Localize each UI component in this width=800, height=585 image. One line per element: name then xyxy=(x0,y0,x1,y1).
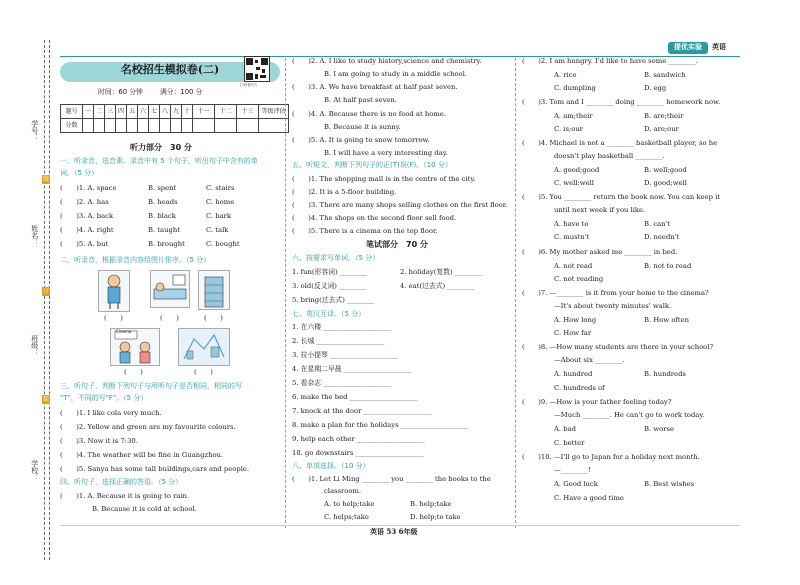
score-header-cell: 一 xyxy=(83,105,94,119)
column-divider xyxy=(285,58,286,528)
school-label: 学校： xyxy=(30,460,39,481)
s7-item: 7. knock at the door ____________________ xyxy=(292,407,432,415)
s5-item: ( )2. It is a 5-floor building. xyxy=(292,188,397,196)
score-table xyxy=(60,104,289,133)
s8-q5-opt: A. have to xyxy=(554,220,589,228)
s8-q5-stem: ( )5. You ________ return the book now. You can keep it xyxy=(522,193,720,201)
score-header-cell: 十一 xyxy=(193,105,215,119)
score-cell[interactable] xyxy=(160,119,171,133)
s8-q1-stem-cont: classroom. xyxy=(324,487,362,495)
s8-q10-opt: B. Best wishes xyxy=(644,480,695,488)
s8-q10-opt: C. Have a good time xyxy=(554,494,624,502)
s8-q6-opt: A. not read xyxy=(554,262,593,270)
s5-item: ( )4. The shops on the second floor sell food. xyxy=(292,214,457,222)
footer-rule xyxy=(60,525,740,526)
s7-item: 10. go downstairs ____________________ xyxy=(292,449,424,457)
s8-q1-opt: B. help;take xyxy=(410,500,452,508)
s8-q7-stem-cont: —It's about twenty minutes' walk. xyxy=(554,302,672,310)
s8-q8-opt: C. hundreds of xyxy=(554,384,605,392)
s1-q5-b: B. brought xyxy=(148,240,185,248)
s8-q3-opt: B. are;their xyxy=(644,112,684,120)
column-divider xyxy=(515,58,516,528)
picture-blank[interactable]: ( ) xyxy=(124,368,143,376)
score-row-label: 分数 xyxy=(61,119,83,133)
subject-label: 英语 xyxy=(712,43,726,51)
s6-item: 3. old(反义词) ________ xyxy=(292,282,367,290)
s8-q1-stem: ( )1. Let Li Ming ________ you ________ the books to the xyxy=(292,475,491,483)
section-1-title: 一、听录音，选音素。录音中有 5 个句子，听出句子中含有的单 xyxy=(60,157,258,165)
picture-bed-icon xyxy=(150,270,190,308)
s6-item: 2. holiday(复数) ________ xyxy=(400,268,482,276)
score-header-cell: 十 xyxy=(182,105,193,119)
s8-q2-opt: A. rice xyxy=(554,71,577,79)
score-header-cell: 四 xyxy=(116,105,127,119)
s1-q3-c: C. bark xyxy=(206,212,232,220)
s8-q8-opt: B. hundreds xyxy=(644,370,686,378)
score-cell[interactable] xyxy=(127,119,138,133)
s8-q7-opt: B. How often xyxy=(644,316,690,324)
student-id-label: 学号： xyxy=(30,120,39,141)
score-cell[interactable] xyxy=(149,119,160,133)
s8-q3-opt: D. are;our xyxy=(644,125,679,133)
s1-q5-c: C. bought xyxy=(206,240,240,248)
s8-q2-opt: D. egg xyxy=(644,84,667,92)
score-header-cell: 五 xyxy=(127,105,138,119)
exam-time: 时间：60 分钟 xyxy=(98,88,143,96)
section-7-title: 七、英汉互译。（5 分） xyxy=(292,310,366,318)
s8-q4-opt: C. well;well xyxy=(554,179,594,187)
s4-q3-b: B. At half past seven. xyxy=(324,96,397,104)
binding-marker: 装 xyxy=(42,396,49,403)
s8-q10-stem: ( )10. —I'll go to Japan for a holiday next month. xyxy=(522,453,700,461)
s8-q5-opt: C. mustn't xyxy=(554,233,590,241)
class-label: 班级： xyxy=(30,335,39,356)
s5-item: ( )1. The shopping mall is in the centre of the city. xyxy=(292,175,476,183)
s5-item: ( )3. There are many shops selling clothes on the first floor. xyxy=(292,201,508,209)
s1-q4-b: B. taught xyxy=(148,226,180,234)
score-header-cell: 二 xyxy=(94,105,105,119)
s3-item: ( )1. I like cola very much. xyxy=(60,409,162,417)
s1-q1-b: B. spent xyxy=(148,184,177,192)
section-1-title-cont: 词。（5 分） xyxy=(60,169,99,177)
s4-q5-b: B. I will have a very interesting day. xyxy=(324,149,448,157)
picture-blank[interactable]: ( ) xyxy=(194,368,213,376)
binding-marker: 订 xyxy=(42,288,49,295)
s7-item: 6. make the bed ____________________ xyxy=(292,393,418,401)
s8-q6-opt: B. not to read xyxy=(644,262,692,270)
s4-q4-a: ( )4. A. Because there is no food at home. xyxy=(292,110,446,118)
s1-q1: ( )1. A. space xyxy=(60,184,117,192)
s8-q1-opt: D. help;to take xyxy=(410,513,461,521)
score-cell[interactable] xyxy=(138,119,149,133)
score-header-cell: 十二 xyxy=(215,105,237,119)
s4-q4-b: B. Because it is sunny. xyxy=(324,123,401,131)
s8-q9-stem: ( )9. —How is your father feeling today? xyxy=(522,398,672,406)
s6-item: 4. eat(过去式) ________ xyxy=(400,282,475,290)
s1-q3-b: B. black xyxy=(148,212,176,220)
picture-blank[interactable]: ( ) xyxy=(160,314,179,322)
s8-q2-stem: ( )2. I am hungry. I'd like to have some ________. xyxy=(522,57,698,65)
s8-q8-stem-cont: —About six ________. xyxy=(554,356,625,364)
s8-q7-opt: C. How far xyxy=(554,329,592,337)
s8-q3-opt: A. am;their xyxy=(554,112,593,120)
score-header-cell: 六 xyxy=(138,105,149,119)
s8-q1-opt: C. helps;take xyxy=(324,513,369,521)
score-header-cell: 七 xyxy=(149,105,160,119)
s8-q1-opt: A. to help;take xyxy=(324,500,375,508)
section-4-title: 四、听句子，选择正确的答语。（5 分） xyxy=(60,478,183,486)
score-header-cell: 等级评估 xyxy=(259,105,289,119)
s8-q7-opt: A. How long xyxy=(554,316,597,324)
s8-q3-opt: C. is;our xyxy=(554,125,583,133)
s4-q1-b: B. Because it is cold at school. xyxy=(92,505,197,513)
score-cell[interactable] xyxy=(259,119,289,133)
picture-blank[interactable]: ( ) xyxy=(104,314,123,322)
score-header-cell: 题号 xyxy=(61,105,83,119)
s6-item: 5. bring(过去式) ________ xyxy=(292,296,375,304)
score-cell[interactable] xyxy=(215,119,237,133)
written-heading: 笔试部分 70 分 xyxy=(366,240,428,249)
s7-item: 8. make a plan for the holidays ____________________ xyxy=(292,421,469,429)
score-cell[interactable] xyxy=(116,119,127,133)
page-number: 英语 53 6年级 xyxy=(370,527,418,536)
s5-item: ( )5. There is a cinema on the top floor. xyxy=(292,227,438,235)
section-3-title-cont: "T"，不同的写"F"。（5 分） xyxy=(60,394,148,402)
s8-q8-stem: ( )8. —How many students are there in your school? xyxy=(522,343,714,351)
binding-line xyxy=(49,40,50,560)
score-cell[interactable] xyxy=(237,119,259,133)
score-cell[interactable] xyxy=(105,119,116,133)
s4-q2-b: B. I am going to study in a middle school. xyxy=(324,70,468,78)
s8-q9-opt: B. worse xyxy=(644,425,674,433)
s8-q9-opt: C. better xyxy=(554,439,585,447)
s8-q4-opt: D. good;well xyxy=(644,179,687,187)
s6-item: 1. fun(形容词) ________ xyxy=(292,268,367,276)
picture-building-icon xyxy=(198,270,230,310)
s1-q2: ( )2. A. has xyxy=(60,198,109,206)
s7-item: 4. 在星期二早晨 ____________________ xyxy=(292,365,412,373)
score-header-cell: 九 xyxy=(171,105,182,119)
s8-q4-stem-cont: doesn't play basketball ________. xyxy=(554,152,665,160)
picture-city-map-icon xyxy=(178,328,230,366)
binding-marker: 线 xyxy=(42,176,49,183)
s4-q3-a: ( )3. A. We have breakfast at half past seven. xyxy=(292,83,458,91)
section-3-title: 三、听句子，判断下列句子与所听句子是否相同，相同的写 xyxy=(60,382,242,390)
s7-item: 3. 拉小提琴 ____________________ xyxy=(292,351,398,359)
s8-q9-stem-cont: —Much ________. He can't go to work today. xyxy=(554,411,705,419)
score-cell[interactable] xyxy=(83,119,94,133)
s7-item: 1. 在六楼 ____________________ xyxy=(292,323,392,331)
s1-q2-c: C. home xyxy=(206,198,235,206)
s3-item: ( )3. Now it is 7:30. xyxy=(60,437,138,445)
page-title: 名校招生模拟卷(二) xyxy=(120,63,220,76)
s3-item: ( )5. Sanya has some tall buildings,cars and people. xyxy=(60,465,250,473)
score-header-cell: 十三 xyxy=(237,105,259,119)
picture-blank[interactable]: ( ) xyxy=(204,314,223,322)
section-8-title: 八、单项选择。（10 分） xyxy=(292,462,370,470)
s1-q4: ( )4. A. right xyxy=(60,226,114,234)
s8-q4-opt: A. good;good xyxy=(554,166,600,174)
s1-q5: ( )5. A. but xyxy=(60,240,109,248)
binding-margin xyxy=(0,0,56,585)
s8-q4-stem: ( )4. Michael is not a ________ basketball player, so he xyxy=(522,139,718,147)
exam-score: 满分：100 分 xyxy=(160,88,203,96)
listening-heading: 听力部分 30 分 xyxy=(130,143,192,152)
s1-q1-c: C. stairs xyxy=(206,184,235,192)
score-header-cell: 八 xyxy=(160,105,171,119)
s7-item: 5. 看杂志 ____________________ xyxy=(292,379,392,387)
s8-q5-opt: D. needn't xyxy=(644,233,680,241)
section-2-title: 二、听录音，根据录音内容给图片排序。（5 分） xyxy=(60,256,211,264)
s1-q2-b: B. heads xyxy=(148,198,178,206)
s8-q8-opt: A. hundred xyxy=(554,370,593,378)
brand-label: 提优实验 xyxy=(674,43,702,51)
score-cell[interactable] xyxy=(171,119,182,133)
picture-girl-icon xyxy=(98,270,130,312)
score-cell[interactable] xyxy=(182,119,193,133)
s7-item: 2. 长城 ____________________ xyxy=(292,337,385,345)
s8-q4-opt: B. well;good xyxy=(644,166,687,174)
s8-q6-stem: ( )6. My mother asked me ________ in bed. xyxy=(522,248,678,256)
name-label: 姓名： xyxy=(30,225,39,246)
s8-q10-opt: A. Good luck xyxy=(554,480,598,488)
score-header-cell: 三 xyxy=(105,105,116,119)
s7-item: 9. help each other ____________________ xyxy=(292,435,425,443)
section-6-title: 六、按要求写单词。（5 分） xyxy=(292,254,380,262)
s1-q4-c: C. talk xyxy=(206,226,229,234)
s8-q3-stem: ( )3. Tom and I ________ doing ________ homework now. xyxy=(522,98,721,106)
qr-code-icon xyxy=(244,56,270,82)
s1-q3: ( )3. A. back xyxy=(60,212,114,220)
s3-item: ( )4. The weather will be fine in Guangzhou. xyxy=(60,451,224,459)
s4-q5-a: ( )5. A. It is going to snow tomorrow. xyxy=(292,136,430,144)
binding-line xyxy=(44,40,45,560)
qr-caption: 扫码看听力 xyxy=(240,83,258,87)
s8-q10-stem-cont: —________! xyxy=(554,466,591,474)
s8-q2-opt: B. sandwich xyxy=(644,71,686,79)
s8-q7-stem: ( )7. —________ is it from your home to the cinema? xyxy=(522,289,709,297)
s3-item: ( )2. Yellow and green are my favourite colours. xyxy=(60,423,236,431)
s4-q1-a: ( )1. A. Because it is going to rain. xyxy=(60,492,190,500)
s8-q5-opt: B. can't xyxy=(644,220,671,228)
s8-q6-opt: C. not reading xyxy=(554,275,604,283)
section-5-title: 五、听短文，判断下列句子的正(T)误(F)。（10 分） xyxy=(292,161,452,169)
s4-q2-a: ( )2. A. I like to study history,science and chemistry. xyxy=(292,57,482,65)
s8-q5-stem-cont: until next week if you like. xyxy=(554,206,646,214)
s8-q9-opt: A. bad xyxy=(554,425,576,433)
cinema-bubble-text: Cinema xyxy=(116,329,132,334)
score-cell[interactable] xyxy=(94,119,105,133)
score-cell[interactable] xyxy=(193,119,215,133)
s8-q2-opt: C. dumpling xyxy=(554,84,596,92)
